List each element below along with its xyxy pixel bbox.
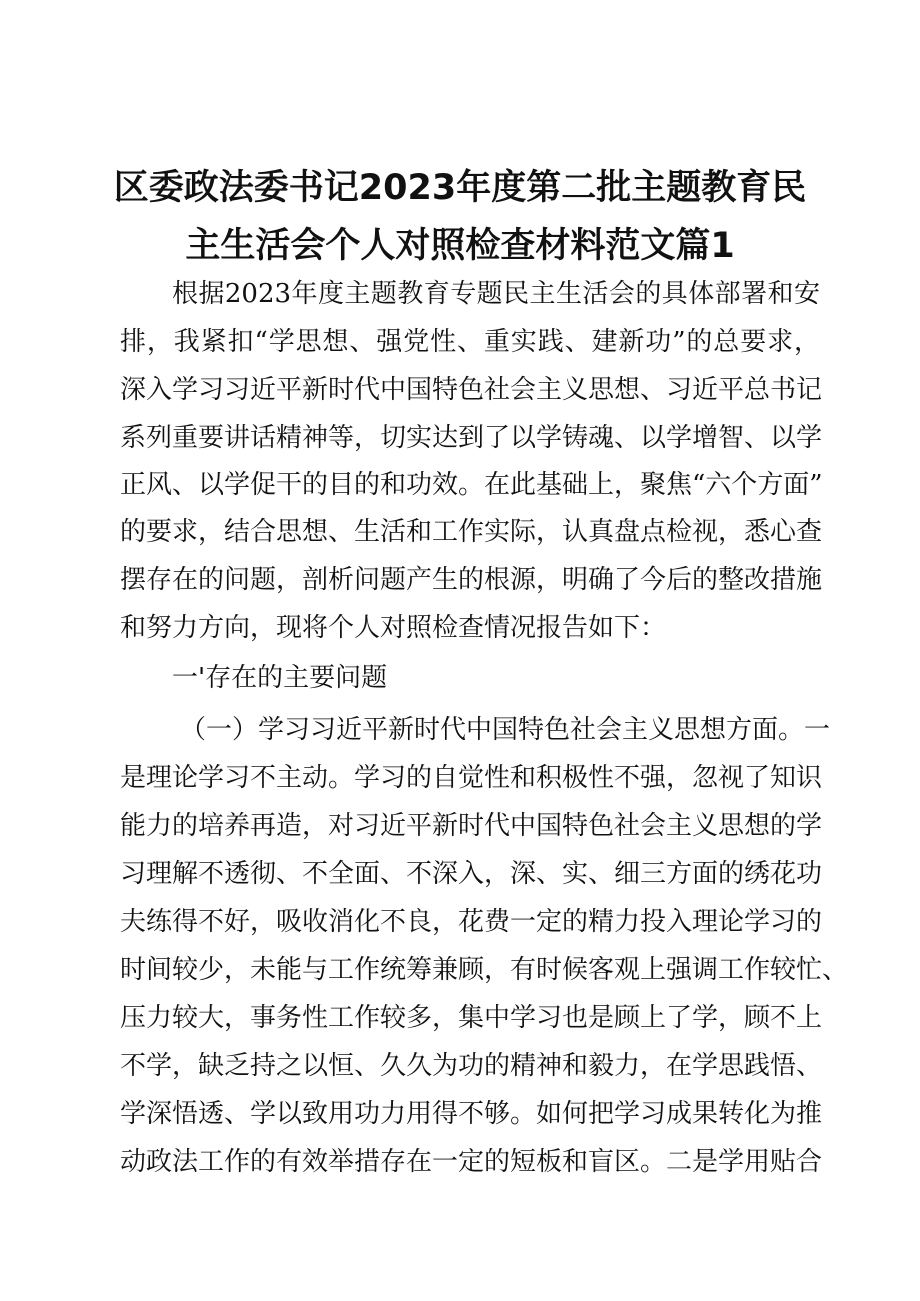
section-line-9: 学深悟透、学以致用功力用得不够。如何把学习成果转化为推: [120, 1099, 823, 1129]
section-line-2: 是理论学习不主动。学习的自觉性和积极性不强，忽视了知识: [120, 763, 823, 793]
intro-line-7: 摆存在的问题，剖析问题产生的根源，明确了今后的整改措施: [120, 565, 823, 595]
document-title-line-1: 区委政法委书记2023年度第二批主题教育民: [113, 168, 807, 208]
intro-line-4: 系列重要讲话精神等，切实达到了以学铸魂、以学增智、以学: [120, 423, 823, 453]
intro-line-6: 的要求，结合思想、生活和工作实际，认真盘点检视，悉心查: [120, 517, 823, 547]
section-line-1: （一）学习习近平新时代中国特色社会主义思想方面。一: [180, 715, 831, 745]
section-line-4: 习理解不透彻、不全面、不深入，深、实、细三方面的绣花功: [120, 859, 823, 889]
section-line-10: 动政法工作的有效举措存在一定的短板和盲区。二是学用贴合: [120, 1147, 823, 1177]
section-line-7: 压力较大，事务性工作较多，集中学习也是顾上了学，顾不上: [120, 1003, 823, 1033]
intro-line-8: 和努力方向，现将个人对照检查情况报告如下：: [120, 613, 667, 643]
section-line-5: 夫练得不好，吸收消化不良，花费一定的精力投入理论学习的: [120, 907, 823, 937]
document-title-line-2: 主生活会个人对照检查材料范文篇1: [185, 226, 735, 266]
section-line-6: 时间较少，未能与工作统筹兼顾，有时候客观上强调工作较忙、: [120, 955, 849, 985]
section-line-8: 不学，缺乏持之以恒、久久为功的精神和毅力，在学思践悟、: [120, 1051, 823, 1081]
section-line-3: 能力的培养再造，对习近平新时代中国特色社会主义思想的学: [120, 811, 823, 841]
section-heading: 一'存在的主要问题: [172, 663, 388, 693]
intro-line-2: 排，我紧扣“学思想、强党性、重实践、建新功”的总要求，: [120, 327, 820, 357]
intro-line-1: 根据2023年度主题教育专题民主生活会的具体部署和安: [172, 279, 820, 309]
intro-line-3: 深入学习习近平新时代中国特色社会主义思想、习近平总书记: [120, 375, 823, 405]
intro-line-5: 正风、以学促干的目的和功效。在此基础上，聚焦“六个方面”: [120, 470, 823, 500]
